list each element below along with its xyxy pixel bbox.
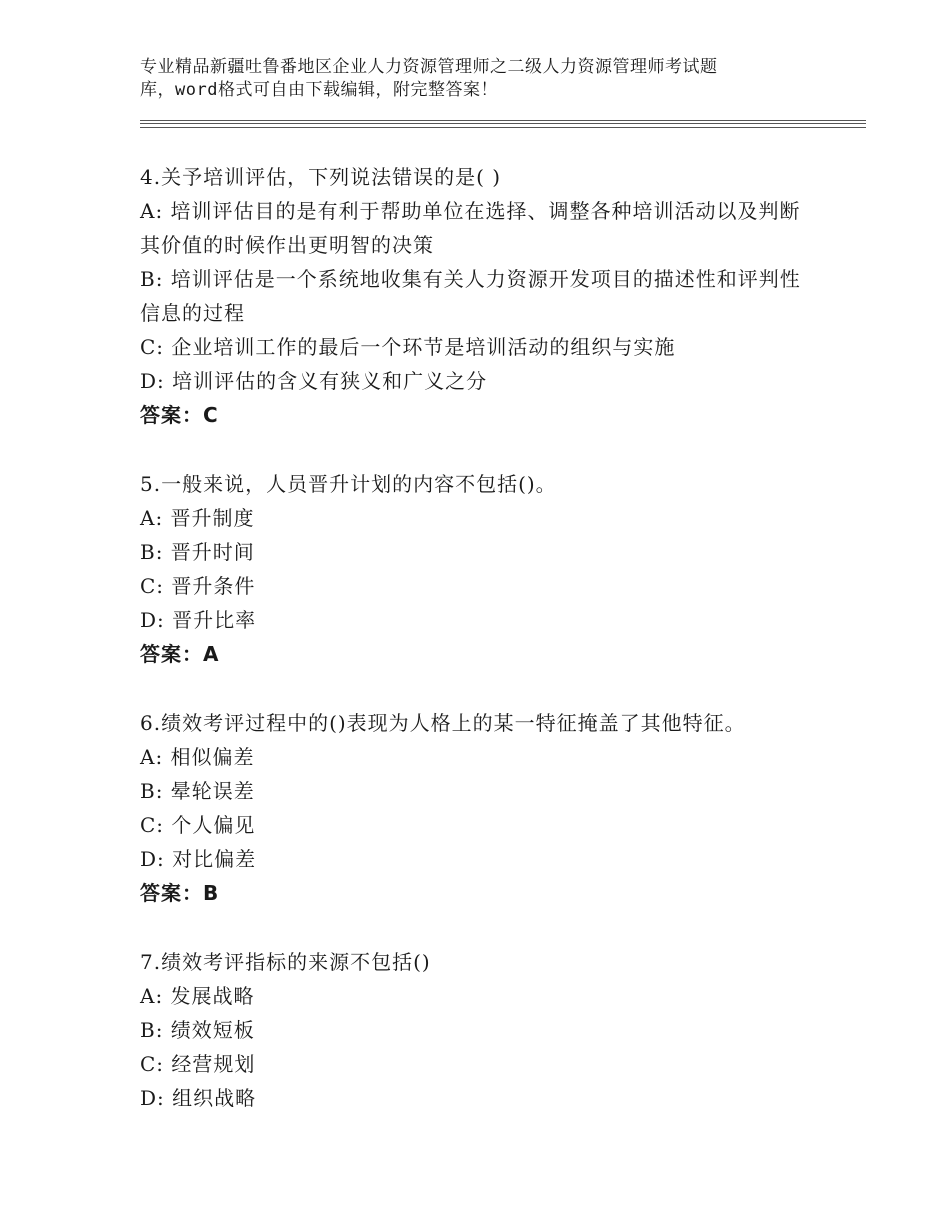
question-stem: 4.关予培训评估，下列说法错误的是( ): [140, 165, 502, 189]
option-c: C: 企业培训工作的最后一个环节是培训活动的组织与实施: [140, 335, 676, 359]
question-7: [140, 945, 820, 1115]
option-a: A: 相似偏差: [140, 745, 255, 769]
header-title-line-2: 库，word格式可自由下载编辑，附完整答案！: [140, 80, 498, 100]
answer-label: 答案：A: [140, 642, 220, 666]
header-divider: [140, 120, 866, 128]
option-c: C: 晋升条件: [140, 574, 256, 598]
option-b: B: 晕轮误差: [140, 779, 255, 803]
option-a: A: 发展战略: [140, 984, 255, 1008]
option-c: C: 经营规划: [140, 1052, 256, 1076]
option-c: C: 个人偏见: [140, 813, 256, 837]
option-b: B: 晋升时间: [140, 540, 255, 564]
question-4: [140, 160, 820, 432]
document-header: [140, 56, 830, 102]
option-d: D: 晋升比率: [140, 608, 257, 632]
question-stem: 6.绩效考评过程中的()表现为人格上的某一特征掩盖了其他特征。: [140, 711, 746, 735]
answer-label: 答案：B: [140, 881, 220, 905]
option-d: D: 培训评估的含义有狭义和广义之分: [140, 369, 488, 393]
answer-label: 答案：C: [140, 403, 219, 427]
option-b: B: 培训评估是一个系统地收集有关人力资源开发项目的描述性和评判性信息的过程: [140, 267, 801, 325]
option-d: D: 对比偏差: [140, 847, 257, 871]
option-a: A: 晋升制度: [140, 506, 255, 530]
question-stem: 5.一般来说，人员晋升计划的内容不包括()。: [140, 472, 557, 496]
option-b: B: 绩效短板: [140, 1018, 255, 1042]
option-a: A: 培训评估目的是有利于帮助单位在选择、调整各种培训活动以及判断其价值的时候作出更明智的决策: [140, 199, 801, 257]
header-title-line-1: 专业精品新疆吐鲁番地区企业人力资源管理师之二级人力资源管理师考试题: [140, 57, 718, 77]
option-d: D: 组织战略: [140, 1086, 257, 1110]
question-stem: 7.绩效考评指标的来源不包括(): [140, 950, 431, 974]
question-6: [140, 706, 820, 910]
question-list: [140, 160, 820, 1150]
question-5: [140, 467, 820, 671]
